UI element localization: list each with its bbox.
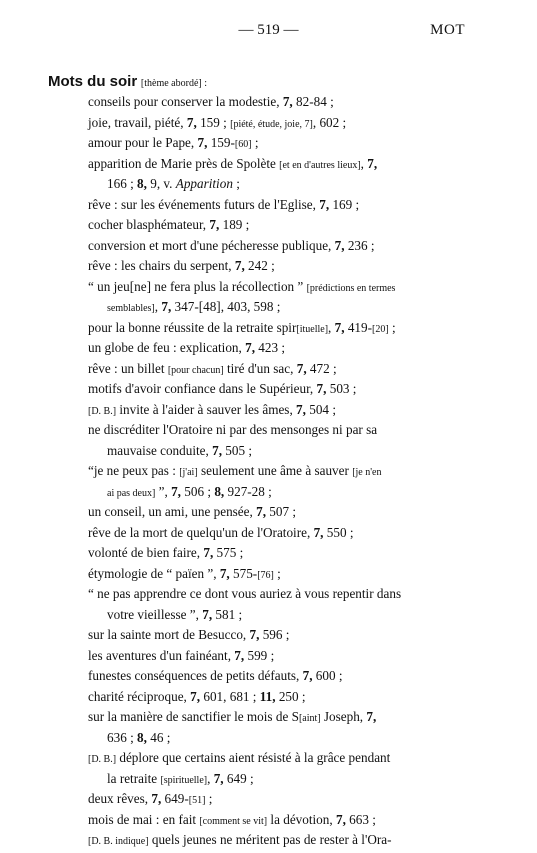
entry-text: apparition de Marie près de Spolète: [88, 155, 280, 171]
entry-line: [88, 687, 306, 708]
entry-text: cocher blasphémateur,: [88, 217, 210, 232]
entry-text: 636 ;: [107, 729, 138, 745]
entry-text: deux rêves,: [88, 791, 152, 806]
entry-text: 504 ;: [305, 401, 336, 417]
entry-text: ;: [388, 319, 396, 335]
entry-text: 599 ;: [244, 647, 275, 663]
volume-number: 7,: [202, 606, 213, 622]
entry-text: conversion et mort d'une pécheresse publique,: [88, 237, 335, 253]
entry-text: rêve : un billet: [88, 360, 168, 376]
entry-text: 649 ;: [223, 770, 254, 786]
cross-reference: Apparition: [175, 176, 233, 191]
volume-number: 8,: [137, 176, 147, 191]
entry-text: les aventures d'un fainéant,: [88, 647, 235, 663]
entry-text: ,: [207, 770, 214, 786]
entry-line: [88, 461, 381, 484]
entry-text: quels jeunes ne méritent pas de rester à l'Ora-: [148, 832, 392, 847]
entry-text: funestes conséquences de petits défauts,: [88, 668, 303, 683]
volume-number: 7,: [334, 237, 345, 253]
entry-text: 423 ;: [255, 340, 286, 355]
entry-continuation-line: [107, 769, 254, 792]
entry-line: [88, 379, 356, 400]
entry-text: “ un jeu[ne] ne fera plus la récollection ”: [88, 278, 307, 294]
entry-continuation-line: [107, 605, 242, 626]
volume-number: 8,: [137, 729, 147, 745]
entry-text: joie, travail, piété,: [88, 114, 187, 130]
entry-text: mauvaise conduite,: [107, 442, 213, 458]
entry-text: rêve : les chairs du serpent,: [88, 258, 235, 273]
entry-text: 601, 681 ;: [200, 688, 260, 704]
entry-line: [88, 502, 296, 523]
entry-line: [88, 113, 346, 136]
entry-line: [88, 707, 376, 730]
entry-text: ,: [360, 155, 368, 171]
entry-text: 550 ;: [323, 524, 354, 540]
entry-text: ne discréditer l'Oratoire ni par des mensonges ni par sa: [88, 422, 378, 437]
volume-number: 7,: [219, 565, 230, 581]
entry-line: [88, 748, 390, 771]
editorial-insert: [pour chacun]: [167, 364, 224, 376]
editorial-insert: [aint]: [298, 713, 321, 724]
entry-continuation-line: [107, 441, 252, 462]
entry-text: 169 ;: [329, 196, 360, 212]
volume-number: 7,: [334, 319, 345, 335]
entry-text: la retraite: [107, 770, 161, 786]
entry-text: 347-[48], 403, 598 ;: [171, 299, 281, 314]
entry-line: [88, 154, 377, 177]
entry-text: 505 ;: [222, 442, 253, 458]
volume-number: 7,: [197, 135, 208, 150]
editorial-insert: [D. B.]: [88, 754, 117, 765]
entry-line: [88, 256, 275, 277]
editorial-insert: [76]: [257, 569, 274, 581]
entry-text: conseils pour conserver la modestie,: [88, 94, 283, 109]
entry-line: [88, 543, 243, 564]
entry-text: 166 ;: [107, 176, 138, 191]
entry-text: Joseph,: [320, 709, 367, 724]
entry-text: la dévotion,: [267, 811, 336, 827]
entry-line: [88, 215, 249, 236]
entry-text: invite à l'aider à sauver les âmes,: [116, 401, 297, 417]
entry-text: 503 ;: [326, 381, 357, 396]
entry-continuation-line: [107, 482, 272, 505]
entry-text: charité réciproque,: [88, 688, 191, 704]
volume-number: 7,: [296, 401, 306, 417]
entry-text: ,: [154, 299, 162, 314]
editorial-insert: [ituelle]: [296, 323, 329, 335]
entry-heading: [48, 72, 207, 94]
entry-text: 927-28 ;: [224, 483, 272, 499]
entry-text: sur la sainte mort de Besucco,: [88, 627, 250, 642]
entry-text: tiré d'un sac,: [223, 360, 297, 376]
entry-continuation-line: [107, 728, 170, 749]
entry-text: “ ne pas apprendre ce dont vous auriez à vous repentir dans: [88, 586, 402, 601]
entry-text: un conseil, un ami, une pensée,: [88, 504, 257, 519]
entry-line: [88, 236, 375, 257]
volume-number: 7,: [186, 114, 197, 130]
volume-number: 7,: [212, 442, 222, 458]
entry-text: 9, v.: [146, 176, 176, 191]
entry-line: [88, 195, 359, 216]
entry-text: mois de mai : en fait: [88, 811, 200, 827]
editorial-insert: [60]: [234, 139, 252, 150]
entry-text: rêve de la mort de quelqu'un de l'Oratoire,: [88, 524, 314, 540]
entry-line: [88, 338, 285, 359]
editorial-insert: [20]: [372, 323, 389, 335]
entry-text: 159 ;: [196, 114, 231, 130]
entry-text: 663 ;: [345, 811, 376, 827]
entry-text: un globe de feu : explication,: [88, 340, 246, 355]
entry-text: seulement une âme à sauver: [197, 463, 353, 478]
entry-text: 189 ;: [219, 217, 250, 232]
entry-line: [88, 318, 396, 341]
entry-text: 82-84 ;: [292, 94, 334, 109]
entry-text: 472 ;: [306, 360, 337, 376]
entry-line: [88, 133, 259, 156]
volume-number: 8,: [214, 483, 225, 499]
entry-text: 419-: [344, 319, 372, 335]
editorial-insert: semblables]: [107, 303, 155, 314]
entry-text: 600 ;: [312, 668, 343, 683]
entry-text: ;: [273, 565, 281, 581]
entry-text: volonté de bien faire,: [88, 545, 204, 560]
entry-text: 596 ;: [259, 627, 290, 642]
entry-text: , 602 ;: [312, 114, 347, 130]
entry-line: [88, 359, 337, 382]
entry-line: [88, 92, 334, 113]
volume-number: 7,: [245, 340, 255, 355]
entry-continuation-line: [107, 297, 280, 320]
entry-line: [88, 523, 354, 544]
entry-line: [88, 625, 289, 646]
entry-text: 649-: [161, 791, 189, 806]
page-header: [0, 22, 537, 44]
editorial-insert: [piété, étude, joie, 7]: [230, 118, 313, 130]
entry-text: 46 ;: [146, 729, 171, 745]
volume-number: 7,: [234, 258, 245, 273]
volume-number: 7,: [313, 524, 324, 540]
entry-text: amour pour le Pape,: [88, 135, 198, 150]
entry-line: [88, 666, 343, 687]
page-number: — 519 —: [238, 22, 299, 38]
volume-number: 7,: [213, 770, 224, 786]
volume-number: 7,: [209, 217, 220, 232]
entry-text: 236 ;: [344, 237, 375, 253]
entry-line: [88, 420, 377, 441]
entry-line: [88, 400, 336, 423]
entry-line: [88, 584, 401, 605]
entry-text: motifs d'avoir confiance dans le Supérieur,: [88, 381, 317, 396]
entry-text: ;: [251, 135, 259, 150]
headword: Mots du soir: [48, 73, 138, 90]
entry-continuation-line: [107, 174, 240, 195]
entry-line: [88, 789, 212, 812]
volume-number: 7,: [366, 709, 377, 724]
entry-text: votre vieillesse ”,: [107, 606, 203, 622]
entry-text: pour la bonne réussite de la retraite spir: [88, 319, 297, 335]
entry-text: 507 ;: [266, 504, 297, 519]
volume-number: 7,: [234, 647, 245, 663]
entry-text: 575-: [229, 565, 258, 581]
entry-text: ,: [328, 319, 335, 335]
entry-text: déplore que certains aient résisté à la grâce pendant: [116, 750, 391, 765]
volume-number: 7,: [190, 688, 201, 704]
volume-number: 7,: [316, 381, 327, 396]
entry-line: [88, 564, 281, 587]
volume-number: 7,: [161, 299, 172, 314]
volume-number: 7,: [296, 360, 307, 376]
editorial-insert: [comment se vit]: [199, 815, 268, 827]
entry-text: ;: [232, 176, 240, 191]
volume-number: 7,: [203, 545, 214, 560]
entry-text: 250 ;: [275, 688, 306, 704]
entry-text: ;: [205, 791, 213, 806]
entry-text: 159-: [207, 135, 235, 150]
entry-text: sur la manière de sanctifier le mois de S: [88, 709, 299, 724]
editorial-insert: [je n'en: [352, 467, 382, 478]
entry-text: 242 ;: [244, 258, 275, 273]
volume-number: 7,: [302, 668, 313, 683]
editorial-insert: [et en d'autres lieux]: [279, 159, 361, 171]
editorial-insert: [j'ai]: [179, 467, 198, 478]
editorial-insert: [D. B.]: [88, 405, 117, 417]
editorial-insert: [prédictions en termes: [306, 282, 396, 294]
volume-number: 7,: [367, 155, 378, 171]
editorial-insert: [D. B. indique]: [88, 836, 149, 847]
volume-number: 11,: [259, 688, 276, 704]
entry-text: étymologie de “ païen ”,: [88, 565, 220, 581]
volume-number: 7,: [335, 811, 346, 827]
volume-number: 7,: [256, 504, 266, 519]
editorial-insert: ai pas deux]: [107, 487, 156, 499]
volume-number: 7,: [171, 483, 181, 499]
entry-text: “je ne peux pas :: [88, 463, 180, 478]
volume-number: 7,: [249, 627, 260, 642]
editorial-insert: [51]: [188, 795, 206, 806]
entry-text: 575 ;: [213, 545, 244, 560]
entry-text: rêve : sur les événements futurs de l'Eglise,: [88, 196, 320, 212]
entry-text: 581 ;: [212, 606, 243, 622]
entry-text: ”,: [155, 483, 172, 499]
headword-note: [thème abordé] :: [140, 78, 208, 89]
volume-number: 7,: [282, 94, 293, 109]
editorial-insert: [spirituelle]: [160, 774, 208, 786]
volume-number: 7,: [151, 791, 162, 806]
entry-line: [88, 277, 395, 300]
entry-text: 506 ;: [180, 483, 215, 499]
entry-line: [88, 830, 392, 853]
volume-number: 7,: [319, 196, 330, 212]
entry-line: [88, 810, 376, 833]
running-head: MOT: [430, 22, 465, 38]
entry-line: [88, 646, 274, 667]
